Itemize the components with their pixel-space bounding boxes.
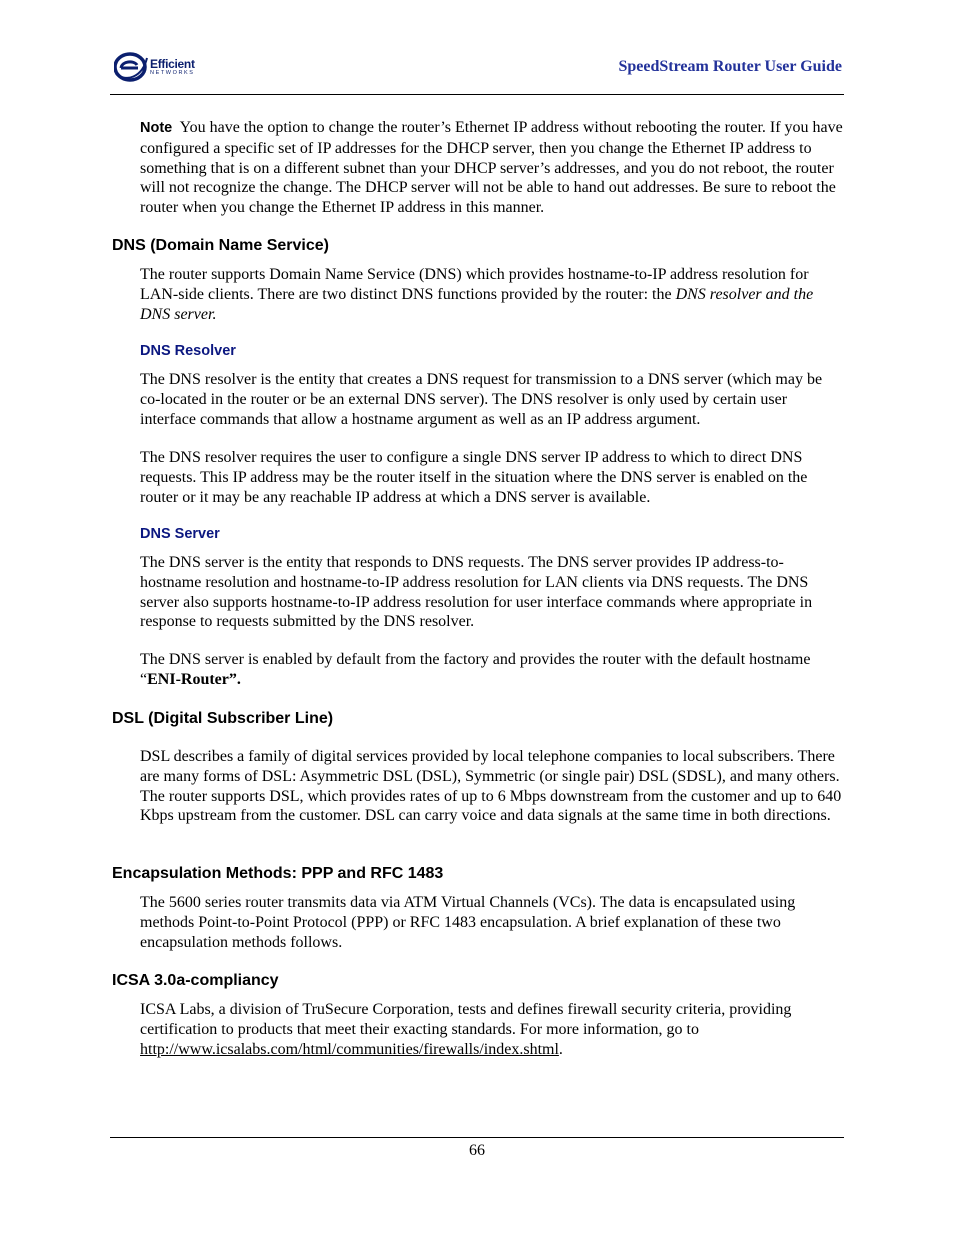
- icsa-text: ICSA Labs, a division of TruSecure Corporation, tests and defines firewall security criteria, providing certification to products that meet their exacting standards. For more information, go to: [140, 1001, 792, 1038]
- note-label: Note: [140, 120, 173, 136]
- subheading-dns-resolver: DNS Resolver: [140, 343, 236, 359]
- section-heading-dns: DNS (Domain Name Service): [112, 237, 329, 254]
- dsl-paragraph: DSL describes a family of digital services provided by local telephone companies to local subscribers. There are many forms of DSL: Asymmetric DSL (DSL), Symmetric (or single pair) DSL (SDSL), and many others. The router supports DSL, which provides rates of up to 6 Mbps downstream from the customer and up to 640 Kbps upstream from the customer. DSL can carry voice and data signals at the same time in both directions.: [140, 748, 842, 825]
- page-header: [110, 48, 844, 95]
- note-paragraph: [140, 118, 844, 218]
- logo-subtitle: NETWORKS: [150, 69, 195, 76]
- section-heading-icsa: ICSA 3.0a-compliancy: [112, 972, 279, 989]
- dns-intro-italic: DNS resolver and the DNS server.: [140, 285, 814, 323]
- efficient-networks-logo: [114, 52, 195, 82]
- logo-word: Efficient: [150, 56, 195, 71]
- dns-intro-paragraph: [140, 265, 844, 324]
- dns-server-paragraph-1: The DNS server is the entity that responds to DNS requests. The DNS server provides IP address-to-hostname resolution and hostname-to-IP address resolution for LAN clients via DNS requests. The DNS server also supports hostname-to-IP address resolution for user interface commands where appropriate in response to requests submitted by the DNS resolver.: [140, 554, 813, 631]
- logo-e-icon: [114, 52, 148, 82]
- dns-server-paragraph-2: [140, 650, 844, 690]
- dns-intro-text: The router supports Domain Name Service (DNS) which provides hostname-to-IP address resolution for LAN-side clients. There are two distinct DNS functions provided by the router: the: [140, 266, 809, 303]
- icsa-link[interactable]: http://www.icsalabs.com/html/communities/firewalls/index.shtml: [140, 1040, 559, 1058]
- page-footer: [110, 1137, 844, 1159]
- dns-resolver-paragraph-2: The DNS resolver requires the user to configure a single DNS server IP address to which to direct DNS requests. This IP address may be the router itself in the situation where the DNS server is enabled on the router or it may be any reachable IP address at which a DNS server is available.: [140, 449, 808, 506]
- default-hostname: ENI-Router”.: [147, 670, 241, 688]
- icsa-paragraph: [140, 1000, 844, 1059]
- section-heading-dsl: DSL (Digital Subscriber Line): [112, 710, 334, 727]
- subheading-dns-server: DNS Server: [140, 526, 220, 542]
- encapsulation-paragraph: The 5600 series router transmits data via ATM Virtual Channels (VCs). The data is encapsulated using methods Point-to-Point Protocol (PPP) or RFC 1483 encapsulation. A brief explanation of these two encapsulation methods follows.: [140, 894, 796, 951]
- guide-title: SpeedStream Router User Guide: [618, 58, 842, 75]
- note-text: You have the option to change the router’s Ethernet IP address without rebooting the router. If you have configured a specific set of IP addresses for the DHCP server, then you change the Ethernet IP address to something that is on a different subnet than your DHCP server’s addresses, and you do not reboot, the router will not recognize the change. The DHCP server will not be able to hand out addresses. Be sure to reboot the router when you change the Ethernet IP address in this manner.: [140, 119, 843, 217]
- dns-resolver-paragraph-1: The DNS resolver is the entity that creates a DNS request for transmission to a DNS server (which may be co-located in the router or be an external DNS server). The DNS resolver is only used by certain user interface commands that allow a hostname argument as well as an IP address argument.: [140, 371, 823, 428]
- page-number: 66: [469, 1142, 485, 1159]
- icsa-after-link: .: [558, 1040, 563, 1058]
- dns-server-p2-text: The DNS server is enabled by default from the factory and provides the router with the default hostname “: [140, 651, 811, 688]
- section-heading-encapsulation: Encapsulation Methods: PPP and RFC 1483: [112, 865, 444, 882]
